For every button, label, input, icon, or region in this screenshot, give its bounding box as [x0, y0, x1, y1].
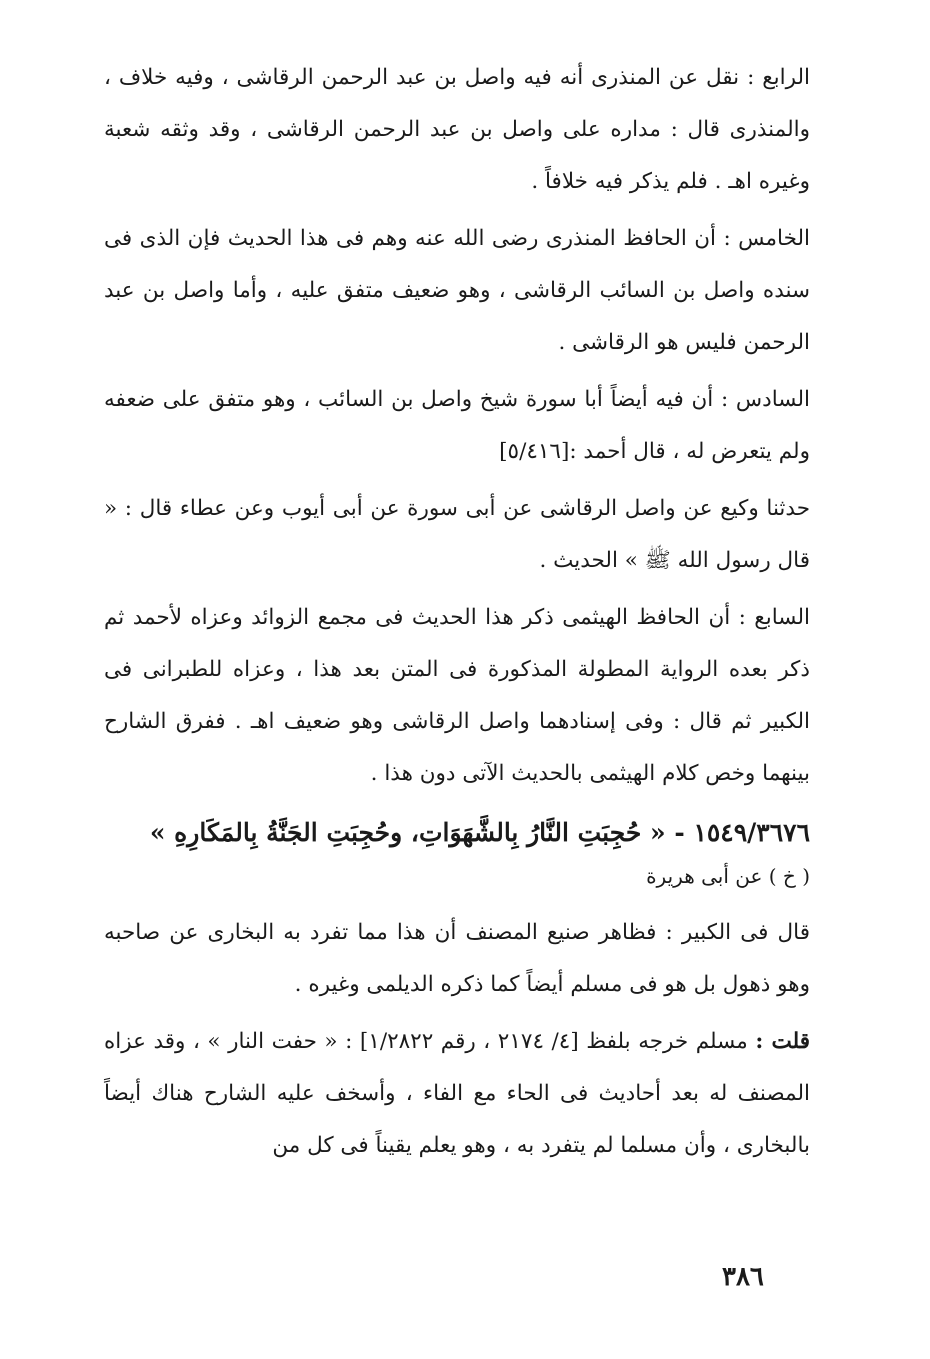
hadith-text: « حُجِبَتِ النَّارُ بِالشَّهَوَاتِ، وحُجِبَتِ الجَنَّةُ بِالمَكَارِهِ »: [149, 818, 666, 847]
hadith-number: ١٥٤٩/٣٦٧٦ -: [674, 818, 810, 847]
commentary-kabir: قال فى الكبير : فظاهر صنيع المصنف أن هذا مما تفرد به البخارى عن صاحبه وهو ذهول بل هو فى مسلم أيضاً كما ذكره الديلمى وغيره .: [104, 920, 810, 997]
hadith-source: ( خ ) عن أبى هريرة: [646, 864, 810, 888]
paragraph-sixth-quote: حدثنا وكيع عن واصل الرقاشى عن أبى سورة عن أبى أيوب وعن عطاء قال : « قال رسول الله ﷺ » الحديث .: [104, 496, 810, 573]
paragraph-fourth: الرابع : نقل عن المنذرى أنه فيه واصل بن عبد الرحمن الرقاشى ، وفيه خلاف ، والمنذرى قال : مداره على واصل بن عبد الرحمن الرقاشى ، وقد وثقه شعبة وغيره اهـ . فلم يذكر فيه خلافاً .: [104, 65, 810, 194]
commentary-qalat: [104, 1016, 810, 1172]
paragraph-fifth: الخامس : أن الحافظ المنذرى رضى الله عنه وهم فى هذا الحديث فإن الذى فى سنده واصل بن السائب الرقاشى ، وهو ضعيف متفق عليه ، وأما واصل بن عبد الرحمن فليس هو الرقاشى .: [104, 226, 810, 355]
hadith-entry: [104, 805, 810, 861]
hadith-source-row: [104, 861, 810, 907]
paragraph-seventh: السابع : أن الحافظ الهيثمى ذكر هذا الحديث فى مجمع الزوائد وعزاه لأحمد ثم ذكر بعده الرواية المطولة المذكورة فى المتن بعد هذا ، وعزاه للطبرانى فى الكبير ثم قال : وفى إسنادهما واصل الرقاشى وهو ضعيف اهـ . ففرق الشارح بينهما وخص كلام الهيثمى بالحديث الآتى دون هذا .: [104, 605, 810, 786]
paragraph-sixth: السادس : أن فيه أيضاً أبا سورة شيخ واصل بن السائب ، وهو متفق على ضعفه ولم يتعرض له ، قال أحمد :[٥/٤١٦]: [104, 387, 810, 464]
qalat-text: مسلم خرجه بلفظ [٤/ ٢١٧٤ ، رقم ١/٢٨٢٢] : « حفت النار » ، وقد عزاه المصنف له بعد أحاديث فى الحاء مع الفاء ، وأسخف عليه الشارح هناك أيضاً بالبخارى ، وأن مسلما لم يتفرد به ، وهو يعلم يقيناً فى كل من: [104, 1029, 810, 1158]
qalat-label: قلت :: [755, 1029, 811, 1054]
page-number: ٣٨٦: [722, 1262, 764, 1292]
